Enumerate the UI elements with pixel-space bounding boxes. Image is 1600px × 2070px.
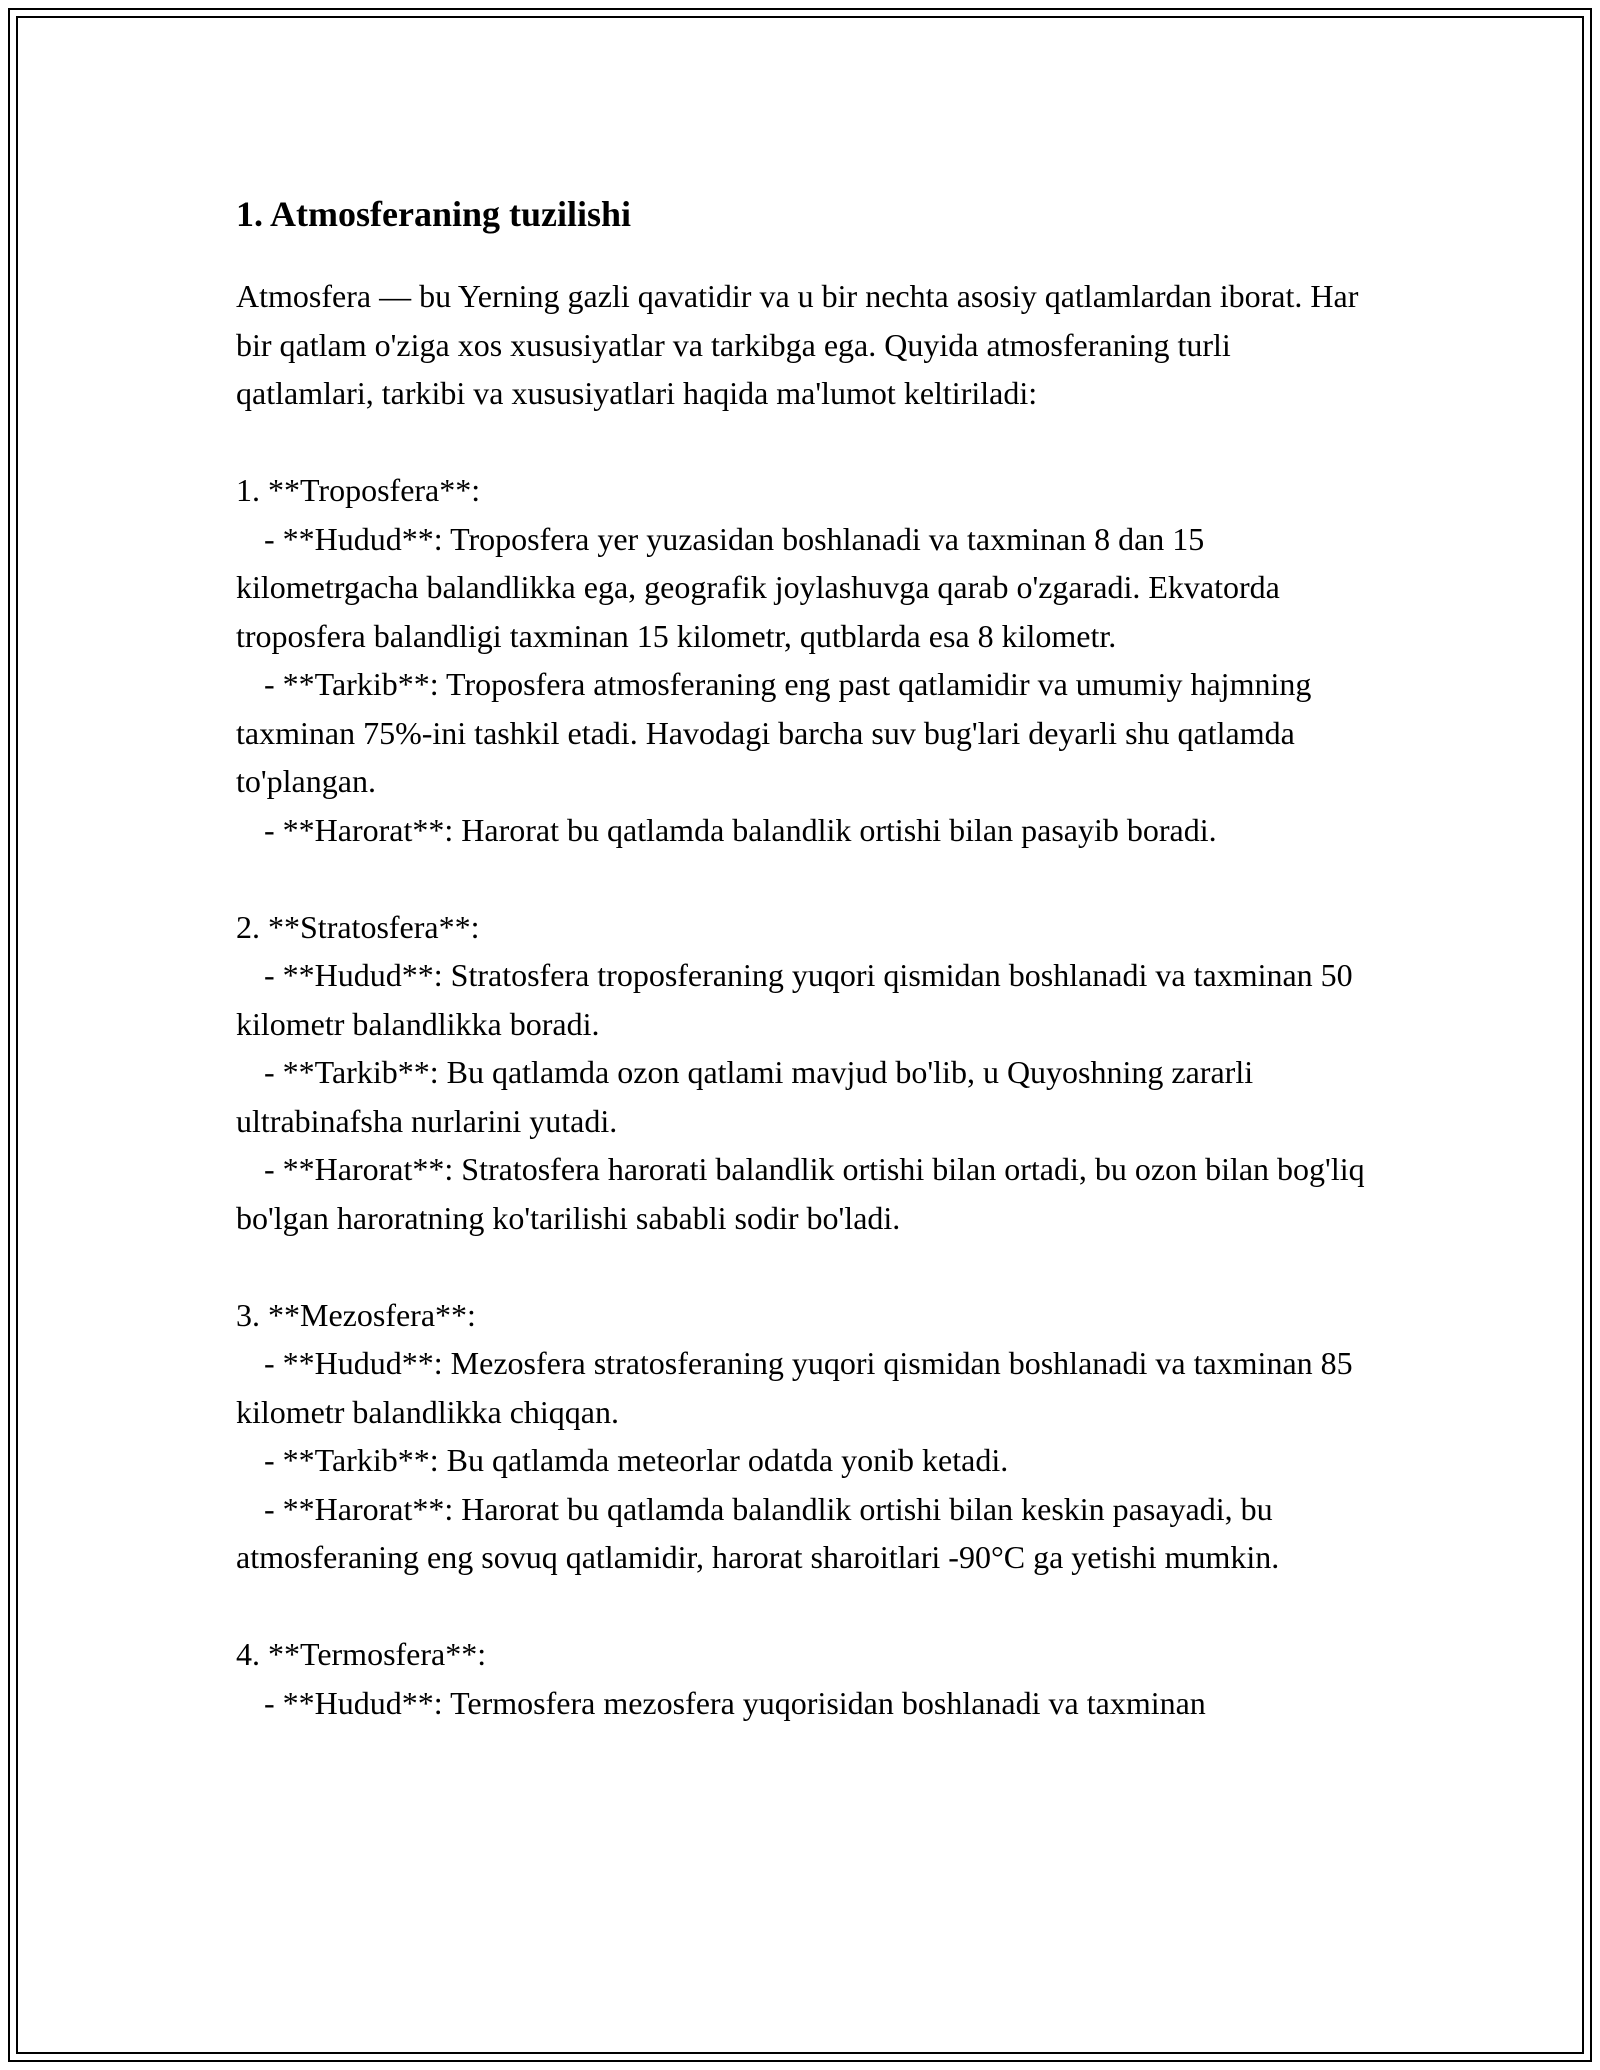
spacer	[236, 418, 1366, 467]
list-item	[236, 1145, 1366, 1242]
list-item	[236, 1485, 1366, 1582]
list-item	[236, 1048, 1366, 1145]
section-heading-troposfera: 1. **Troposfera**:	[236, 472, 481, 508]
section-heading-termosfera: 4. **Termosfera**:	[236, 1636, 487, 1672]
list-item-text: - **Tarkib**: Bu qatlamda ozon qatlami mavjud bo'lib, u Quyoshning zararli ultrabinafsha nurlarini yutadi.	[236, 1054, 1254, 1139]
list-item-text: - **Hudud**: Termosfera mezosfera yuqorisidan boshlanadi va taxminan	[264, 1684, 1206, 1721]
list-item	[236, 1436, 1366, 1485]
list-item	[236, 1679, 1366, 1728]
intro-paragraph: Atmosfera — bu Yerning gazli qavatidir va u bir nechta asosiy qatlamlardan iborat. Har bir qatlam o'ziga xos xususiyatlar va tarkibga ega. Quyida atmosferaning turli qatlamlari, tarkibi va xususiyatlari haqida ma'lumot keltiriladi:	[236, 278, 1359, 411]
list-item	[236, 660, 1366, 806]
list-item	[236, 1339, 1366, 1436]
list-item-text: - **Hudud**: Stratosfera troposferaning yuqori qismidan boshlanadi va taxminan 50 kilometr balandlikka boradi.	[236, 957, 1353, 1042]
list-item	[236, 515, 1366, 661]
list-item-text: - **Harorat**: Stratosfera harorati balandlik ortishi bilan ortadi, bu ozon bilan bog'liq bo'lgan haroratning ko'tarilishi sababli sodir bo'ladi.	[236, 1151, 1365, 1236]
section-heading-stratosfera: 2. **Stratosfera**:	[236, 908, 480, 945]
spacer	[236, 1242, 1366, 1291]
list-item-text: - **Hudud**: Mezosfera stratosferaning yuqori qismidan boshlanadi va taxminan 85 kilometr balandlikka chiqqan.	[236, 1345, 1353, 1430]
section-heading-mezosfera: 3. **Mezosfera**:	[236, 1296, 476, 1333]
list-item-text: - **Tarkib**: Troposfera atmosferaning eng past qatlamidir va umumiy hajmning taxminan 75%-ini tashkil etadi. Havodagi barcha suv bug'lari deyarli shu qatlamda to'plangan.	[236, 666, 1312, 799]
list-item-text: - **Harorat**: Harorat bu qatlamda balandlik ortishi bilan pasayib boradi.	[264, 811, 1217, 848]
list-item	[236, 951, 1366, 1048]
document-body	[236, 188, 1366, 1727]
spacer	[236, 854, 1366, 903]
list-item-text: - **Hudud**: Troposfera yer yuzasidan boshlanadi va taxminan 8 dan 15 kilometrgacha balandlikka ega, geografik joylashuvga qarab o'zgaradi. Ekvatorda troposfera balandligi taxminan 15 kilometr, qutblarda esa 8 kilometr.	[236, 520, 1280, 654]
document-title: 1. Atmosferaning tuzilishi	[236, 194, 632, 234]
list-item-text: - **Harorat**: Harorat bu qatlamda balandlik ortishi bilan keskin pasayadi, bu atmosferaning eng sovuq qatlamidir, harorat sharoitlari -90°C ga yetishi mumkin.	[236, 1490, 1280, 1575]
spacer	[236, 1582, 1366, 1631]
list-item	[236, 806, 1366, 855]
list-item-text: - **Tarkib**: Bu qatlamda meteorlar odatda yonib ketadi.	[264, 1442, 1009, 1478]
